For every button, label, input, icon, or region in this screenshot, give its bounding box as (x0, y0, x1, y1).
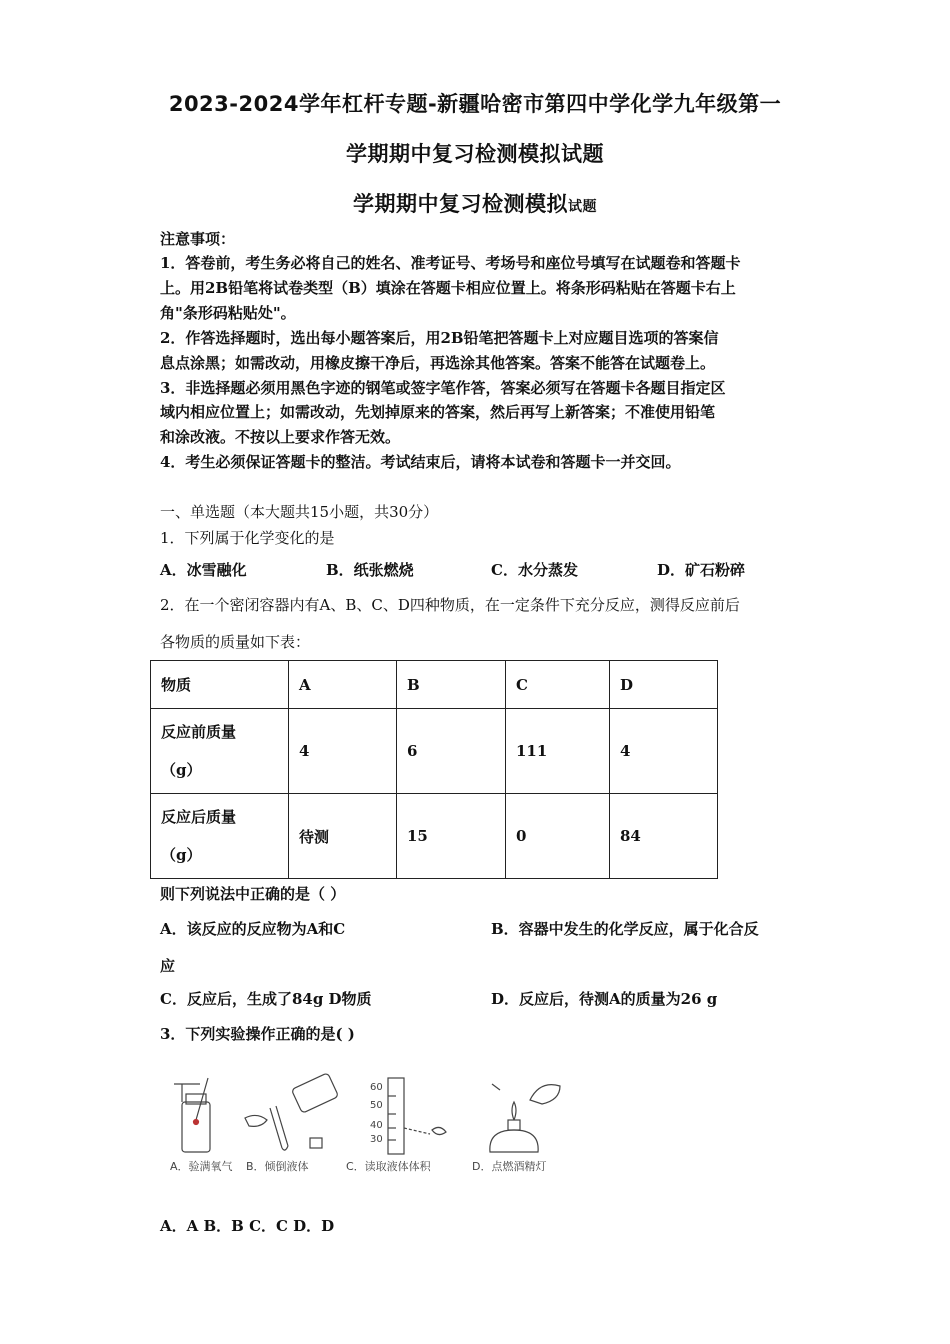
table-header-cell: D (610, 661, 718, 709)
notice-line: 2．作答选择题时，选出每小题答案后，用2B铅笔把答题卡上对应题目选项的答案信 (160, 329, 719, 347)
table-header-cell: B (397, 661, 506, 709)
q2-stem-line-2: 各物质的质量如下表： (160, 633, 311, 651)
cylinder-tick-label: 60 (370, 1082, 383, 1093)
page-title-line-2: 学期期中复习检测模拟试题 (346, 142, 604, 166)
row-label-unit: （g） (161, 846, 202, 864)
notice-line: 和涂改液。不按以上要求作答无效。 (160, 428, 401, 446)
page-title-line-3 (0, 188, 950, 218)
caption-d: D．点燃酒精灯 (472, 1160, 547, 1173)
page-title-line-1: 2023-2024学年杠杆专题-新疆哈密市第四中学化学九年级第一 (168, 92, 782, 116)
cylinder-tick-label: 50 (370, 1100, 383, 1111)
q2-option-b-continued: 应 (160, 957, 176, 975)
q2-stem-line-1: 2．在一个密闭容器内有A、B、C、D四种物质，在一定条件下充分反应，测得反应前后 (160, 596, 740, 614)
table-cell: 84 (610, 794, 718, 879)
q2-option-b[interactable]: B．容器中发生的化学反应，属于化合反 (491, 920, 759, 938)
pouring-liquid-icon (245, 1073, 339, 1150)
section-heading: 一、单选题（本大题共15小题，共30分） (160, 503, 439, 521)
table-cell: 4 (289, 709, 397, 794)
notice-heading: 注意事项： (160, 230, 236, 248)
q3-options[interactable]: A．A B．B C．C D．D (160, 1217, 335, 1235)
q3-stem: 3．下列实验操作正确的是( ) (160, 1025, 355, 1043)
table-row-label (151, 709, 289, 794)
notice-line: 角"条形码粘贴处"。 (160, 304, 296, 322)
alcohol-lamp-icon (490, 1084, 560, 1152)
q1-option-c[interactable]: C．水分蒸发 (491, 561, 578, 579)
gas-collection-bottle-icon (174, 1078, 210, 1152)
table-header-cell: C (506, 661, 610, 709)
notice-line: 3．非选择题必须用黑色字迹的钢笔或签字笔作答，答案必须写在答题卡各题目指定区 (160, 379, 726, 397)
table-cell: 4 (610, 709, 718, 794)
q1-option-a[interactable]: A．冰雪融化 (160, 561, 247, 579)
graduated-cylinder-icon (388, 1078, 446, 1154)
table-row (151, 794, 718, 879)
table-row (151, 709, 718, 794)
table-cell: 111 (506, 709, 610, 794)
q2-option-a[interactable]: A．该反应的反应物为A和C (160, 920, 346, 938)
table-cell: 0 (506, 794, 610, 879)
cylinder-tick-label: 40 (370, 1120, 383, 1131)
table-row-label (151, 794, 289, 879)
page-title-line-3-main: 学期期中复习检测模拟 (353, 192, 568, 216)
table-header-row (151, 661, 718, 709)
caption-a: A．验满氧气 (170, 1160, 233, 1173)
row-label-main: 反应后质量 (161, 808, 237, 826)
q2-question: 则下列说法中正确的是（ ） (160, 885, 346, 903)
notice-line: 息点涂黑；如需改动，用橡皮擦干净后，再选涂其他答案。答案不能答在试题卷上。 (160, 354, 716, 372)
q1-option-b[interactable]: B．纸张燃烧 (326, 561, 414, 579)
notice-line: 1．答卷前，考生务必将自己的姓名、准考证号、考场号和座位号填写在试题卷和答题卡 (160, 254, 741, 272)
mass-table (150, 660, 718, 879)
page-title-line-3-small: 试题 (568, 199, 597, 215)
notice-line: 4．考生必须保证答题卡的整洁。考试结束后，请将本试卷和答题卡一并交回。 (160, 453, 681, 471)
row-label-unit: （g） (161, 761, 202, 779)
caption-b: B．倾倒液体 (246, 1160, 309, 1173)
caption-c: C．读取液体体积 (346, 1160, 431, 1173)
notice-line: 域内相应位置上；如需改动，先划掉原来的答案，然后再写上新答案；不准使用铅笔 (160, 403, 716, 421)
q3-figure (160, 1070, 570, 1180)
notice-line: 上。用2B铅笔将试卷类型（B）填涂在答题卡相应位置上。将条形码粘贴在答题卡右上 (160, 279, 736, 297)
cylinder-tick-label: 30 (370, 1134, 383, 1145)
q1-option-d[interactable]: D．矿石粉碎 (657, 561, 746, 579)
q1-stem: 1．下列属于化学变化的是 (160, 529, 335, 547)
table-header-cell: A (289, 661, 397, 709)
row-label-main: 反应前质量 (161, 723, 237, 741)
table-header-cell: 物质 (151, 661, 289, 709)
q2-option-c[interactable]: C．反应后，生成了84g D物质 (160, 990, 372, 1008)
table-cell: 6 (397, 709, 506, 794)
table-cell: 15 (397, 794, 506, 879)
table-cell: 待测 (289, 794, 397, 879)
q2-option-d[interactable]: D．反应后，待测A的质量为26 g (491, 990, 718, 1008)
